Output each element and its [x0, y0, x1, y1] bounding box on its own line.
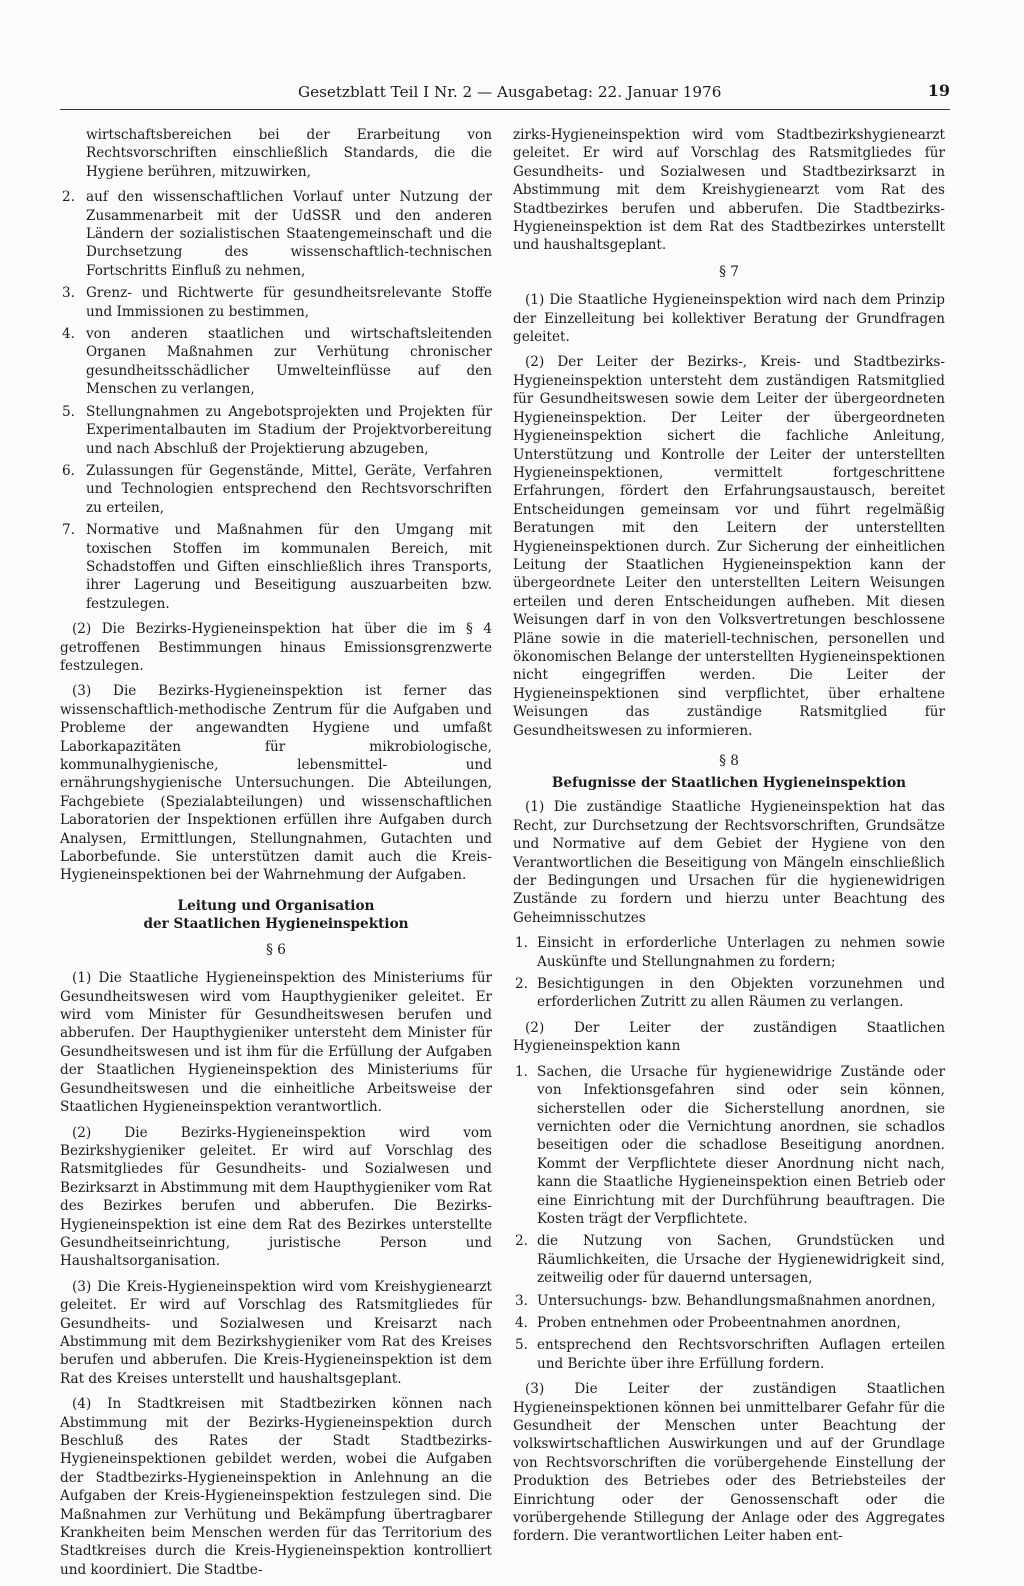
paragraph: (3) Die Leiter der zuständigen Staatlichen Hygieneinspektionen können bei unmittelbarer Gefahr für die Gesundheit der Menschen unter Beachtung der volkswirtschaftlichen Auswirkungen und auf der Grundlage von Rechtsvorschriften die vorübergehende Einstellung der Produktion des Betriebes oder des Betriebsteiles der Einrichtung oder der Genossenschaft oder die vorübergehende Stillegung der Anlage oder des Aggregates fordern. Die verantwortlichen Leiter haben ent- [513, 1381, 945, 1545]
item-text: Besichtigungen in den Objekten vorzunehmen und erforderlichen Zutritt zu allen Räumen zu verlangen. [537, 976, 945, 1011]
list-item [60, 284, 492, 321]
item-text: Zulassungen für Gegenstände, Mittel, Geräte, Verfahren und Technologien entsprechend den Rechtsvorschriften zu erteilen, [86, 462, 492, 516]
item-text: Proben entnehmen oder Probeentnahmen anordnen, [537, 1314, 901, 1331]
header-title: Gesetzblatt Teil I Nr. 2 — Ausgabetag: 22. Januar 1976 [298, 83, 722, 101]
numbered-list [60, 188, 492, 613]
right-column [513, 126, 945, 1553]
item-text: Grenz- und Richtwerte für gesundheitsrelevante Stoffe und Immissionen zu bestimmen, [86, 285, 492, 320]
continued-paragraph: zirks-Hygieneinspektion wird vom Stadtbezirkshygienearzt geleitet. Er wird auf Vorschlag des Ratsmitgliedes für Gesundheits- und Sozialwesen und Stadtbezirksarzt in Abstimmung mit dem Kreishygienearzt vom Rat des Stadtbezirkes berufen und abberufen. Die Stadtbezirks-Hygieneinspektion ist dem Rat des Stadtbezirkes unterstellt und haushaltsgeplant. [513, 127, 945, 254]
list-item [513, 975, 945, 1012]
numbered-list [513, 1063, 945, 1374]
item-text: Sachen, die Ursache für hygienewidrige Zustände oder von Infektionsgefahren sind oder sein können, sicherstellen oder die Sicherstellung anordnen, sie vernichten oder die Vernichtung anordnen, sie schadlos beseitigen oder die schadlose Beseitigung anordnen. Kommt der Verpflichtete dieser Anordnung nicht nach, kann die Staatliche Hygieneinspektion einen Betrieb oder eine Einrichtung mit der Durchführung beauftragen. Die Kosten trägt der Verpflichtete. [537, 1063, 945, 1227]
paragraph: (2) Die Bezirks-Hygieneinspektion wird vom Bezirkshygieniker geleitet. Er wird auf Vorschlag des Ratsmitgliedes für Gesundheits- und Sozialwesen und Bezirksarzt in Abstimmung mit dem Haupthygieniker vom Rat des Bezirkes berufen und abberufen. Die Bezirks-Hygieneinspektion ist eine dem Rat des Bezirkes unterstellte Gesundheitseinrichtung, juristische Person und Haushaltsorganisation. [60, 1124, 492, 1270]
item-number: 1. [515, 935, 528, 952]
item-number: 3. [62, 285, 75, 302]
item-text: Normative und Maßnahmen für den Umgang mit toxischen Stoffen im kommunalen Bereich, mit Schadstoffen und Giften einschließlich ihres Transports, ihrer Lagerung und Beseitigung auszuarbeiten bzw. festzulegen. [86, 522, 492, 612]
item-number: 2. [515, 1233, 528, 1250]
paragraph: (1) Die Staatliche Hygieneinspektion des Ministeriums für Gesundheitswesen wird vom Haupthygieniker geleitet. Er wird vom Minister für Gesundheitswesen berufen und abberufen. Der Haupthygieniker untersteht dem Minister für Gesundheitswesen und ist ihm für die Erfüllung der Aufgaben der Staatlichen Hygieneinspektion des Ministeriums für Gesundheitswesen und die einheitliche Arbeitsweise der Staatlichen Hygieneinspektion verantwortlich. [60, 970, 492, 1116]
item-number: 4. [62, 326, 75, 343]
item-text: Untersuchungs- bzw. Behandlungsmaßnahmen anordnen, [537, 1292, 936, 1309]
numbered-list [513, 934, 945, 1012]
paragraph: (2) Die Bezirks-Hygieneinspektion hat über die im § 4 getroffenen Bestimmungen hinaus Emissionsgrenzwerte festzulegen. [60, 621, 492, 674]
item-number: 5. [62, 403, 75, 420]
page-number: 19 [927, 81, 950, 100]
page-header [60, 81, 950, 107]
header-rule [60, 109, 950, 110]
list-item [60, 325, 492, 399]
item-number: 3. [515, 1292, 528, 1309]
left-column [60, 126, 492, 1586]
list-item [513, 1232, 945, 1287]
list-item [60, 188, 492, 280]
item-number: 4. [515, 1314, 528, 1331]
paragraph: (3) Die Kreis-Hygieneinspektion wird vom Kreishygienearzt geleitet. Er wird auf Vorschlag des Ratsmitgliedes für Gesundheits- und Sozialwesen und Kreisarzt nach Abstimmung mit dem Bezirkshygieniker vom Rat des Kreises berufen und abberufen. Die Kreis-Hygieneinspektion ist dem Rat des Kreises unterstellt und haushaltsgeplant. [60, 1278, 492, 1387]
paragraph: (2) Der Leiter der zuständigen Staatlichen Hygieneinspektion kann [513, 1019, 945, 1055]
item-number: 7. [62, 522, 75, 539]
list-item [513, 1063, 945, 1229]
heading-line: der Staatlichen Hygieneinspektion [143, 915, 409, 932]
item-text: die Nutzung von Sachen, Grundstücken und Räumlichkeiten, die Ursache der Hygienewidrigkeit sind, zeitweilig oder für dauernd untersagen, [537, 1233, 945, 1287]
section-number: § 6 [266, 941, 286, 958]
item-number: 2. [62, 189, 75, 206]
item-text: Stellungnahmen zu Angebotsprojekten und Projekten für Experimentalbauten im Stadium der Projektvorbereitung und nach Abschluß der Projektierung abzugeben, [86, 403, 492, 457]
list-item [513, 1314, 945, 1332]
section-number: § 8 [719, 753, 739, 769]
section-heading [60, 897, 492, 933]
section-number: § 7 [719, 263, 739, 280]
list-item [513, 934, 945, 971]
list-item [60, 521, 492, 613]
list-item [60, 462, 492, 517]
section-heading: Befugnisse der Staatlichen Hygieneinspektion [551, 775, 907, 792]
paragraph: (1) Die zuständige Staatliche Hygieneinspektion hat das Recht, zur Durchsetzung der Rechtsvorschriften, Grundsätze und Normative auf dem Gebiet der Hygiene von den Verantwortlichen die Beseitigung von Mängeln einschließlich der Bedingungen und Ursachen für die hygienewidrigen Zustände zu fordern und hierzu unter Beachtung des Geheimnisschutzes [513, 799, 945, 926]
item-text: entsprechend den Rechtsvorschriften Auflagen erteilen und Berichte über ihre Erfüllung fordern. [537, 1337, 945, 1372]
list-item [513, 1292, 945, 1310]
list-item [513, 1336, 945, 1373]
paragraph: (1) Die Staatliche Hygieneinspektion wird nach dem Prinzip der Einzelleitung bei kollektiver Beratung der Grundfragen geleitet. [513, 292, 945, 346]
heading-line: Leitung und Organisation [177, 897, 375, 914]
paragraph: (3) Die Bezirks-Hygieneinspektion ist ferner das wissenschaftlich-methodische Zentrum für die Aufgaben und Probleme der angewandten Hygiene und umfaßt Laborkapazitäten für mikrobiologische, kommunalhygienische, lebensmittel- und ernährungshygienische Untersuchungen. Die Abteilungen, Fachgebiete (Spezialabteilungen) und wissenschaftlichen Laboratorien der Inspektionen erfüllen ihre Aufgaben durch Analysen, Ermittlungen, Stellungnahmen, Gutachten und Laborbefunde. Sie unterstützen damit auch die Kreis-Hygieneinspektionen bei der Wahrnehmung der Aufgaben. [60, 683, 492, 884]
item-text: Einsicht in erforderliche Unterlagen zu nehmen sowie Auskünfte und Stellungnahmen zu fordern; [537, 935, 945, 970]
paragraph: (2) Der Leiter der Bezirks-, Kreis- und Stadtbezirks-Hygieneinspektion untersteht dem zuständigen Ratsmitglied für Gesundheitswesen sowie dem Leiter der übergeordneten Hygieneinspektion. Der Leiter der übergeordneten Hygieneinspektion sichert die fachliche Anleitung, Unterstützung und Kontrolle der Leiter der unterstellten Hygieneinspektionen, vermittelt fortgeschrittene Erfahrungen, fördert den Erfahrungsaustausch, bereitet Entscheidungen gemeinsam vor und führt regelmäßig Beratungen mit den Leitern der unterstellten Hygieneinspektionen durch. Zur Sicherung der einheitlichen Leitung der Staatlichen Hygieneinspektion kann der übergeordnete Leiter den unterstellten Leitern Weisungen erteilen und deren Entscheidungen aufheben. Mit diesen Weisungen darf in von den Volksvertretungen beschlossene Pläne sowie in die materiell-technischen, personellen und ökonomischen Belange der unterstellten Hygieneinspektionen nicht eingegriffen werden. Die Leiter der Hygieneinspektionen sind verpflichtet, über erhaltene Weisungen das zuständige Ratsmitglied für Gesundheitswesen zu informieren. [513, 354, 945, 739]
item-number: 5. [515, 1337, 528, 1354]
continued-item-text: wirtschaftsbereichen bei der Erarbeitung von Rechtsvorschriften einschließlich Standards, die die Hygiene berühren, mitzuwirken, [86, 127, 492, 180]
item-number: 6. [62, 462, 75, 479]
item-number: 2. [515, 976, 528, 993]
item-number: 1. [515, 1063, 528, 1080]
list-item [60, 403, 492, 458]
item-text: auf den wissenschaftlichen Vorlauf unter Nutzung der Zusammenarbeit mit der UdSSR und den anderen Ländern der sozialistischen Staatengemeinschaft und die Durchsetzung des wissenschaftlich-technischen Fortschritts Einfluß zu nehmen, [86, 189, 492, 279]
paragraph: (4) In Stadtkreisen mit Stadtbezirken können nach Abstimmung mit der Bezirks-Hygieneinspektion durch Beschluß des Rates der Stadt Stadtbezirks-Hygieneinspektionen gebildet werden, wobei die Aufgaben der Stadtbezirks-Hygieneinspektion in Anlehnung an die Aufgaben der Kreis-Hygieneinspektion festzulegen sind. Die Maßnahmen zur Verhütung und Bekämpfung übertragbarer Krankheiten beim Menschen werden für das Territorium des Stadtkreises durch die Kreis-Hygieneinspektion kontrolliert und koordiniert. Die Stadtbe- [60, 1396, 492, 1578]
item-text: von anderen staatlichen und wirtschaftsleitenden Organen Maßnahmen zur Verhütung chronischer gesundheitsschädlicher Umwelteinflüsse auf den Menschen zu verlangen, [86, 326, 492, 398]
